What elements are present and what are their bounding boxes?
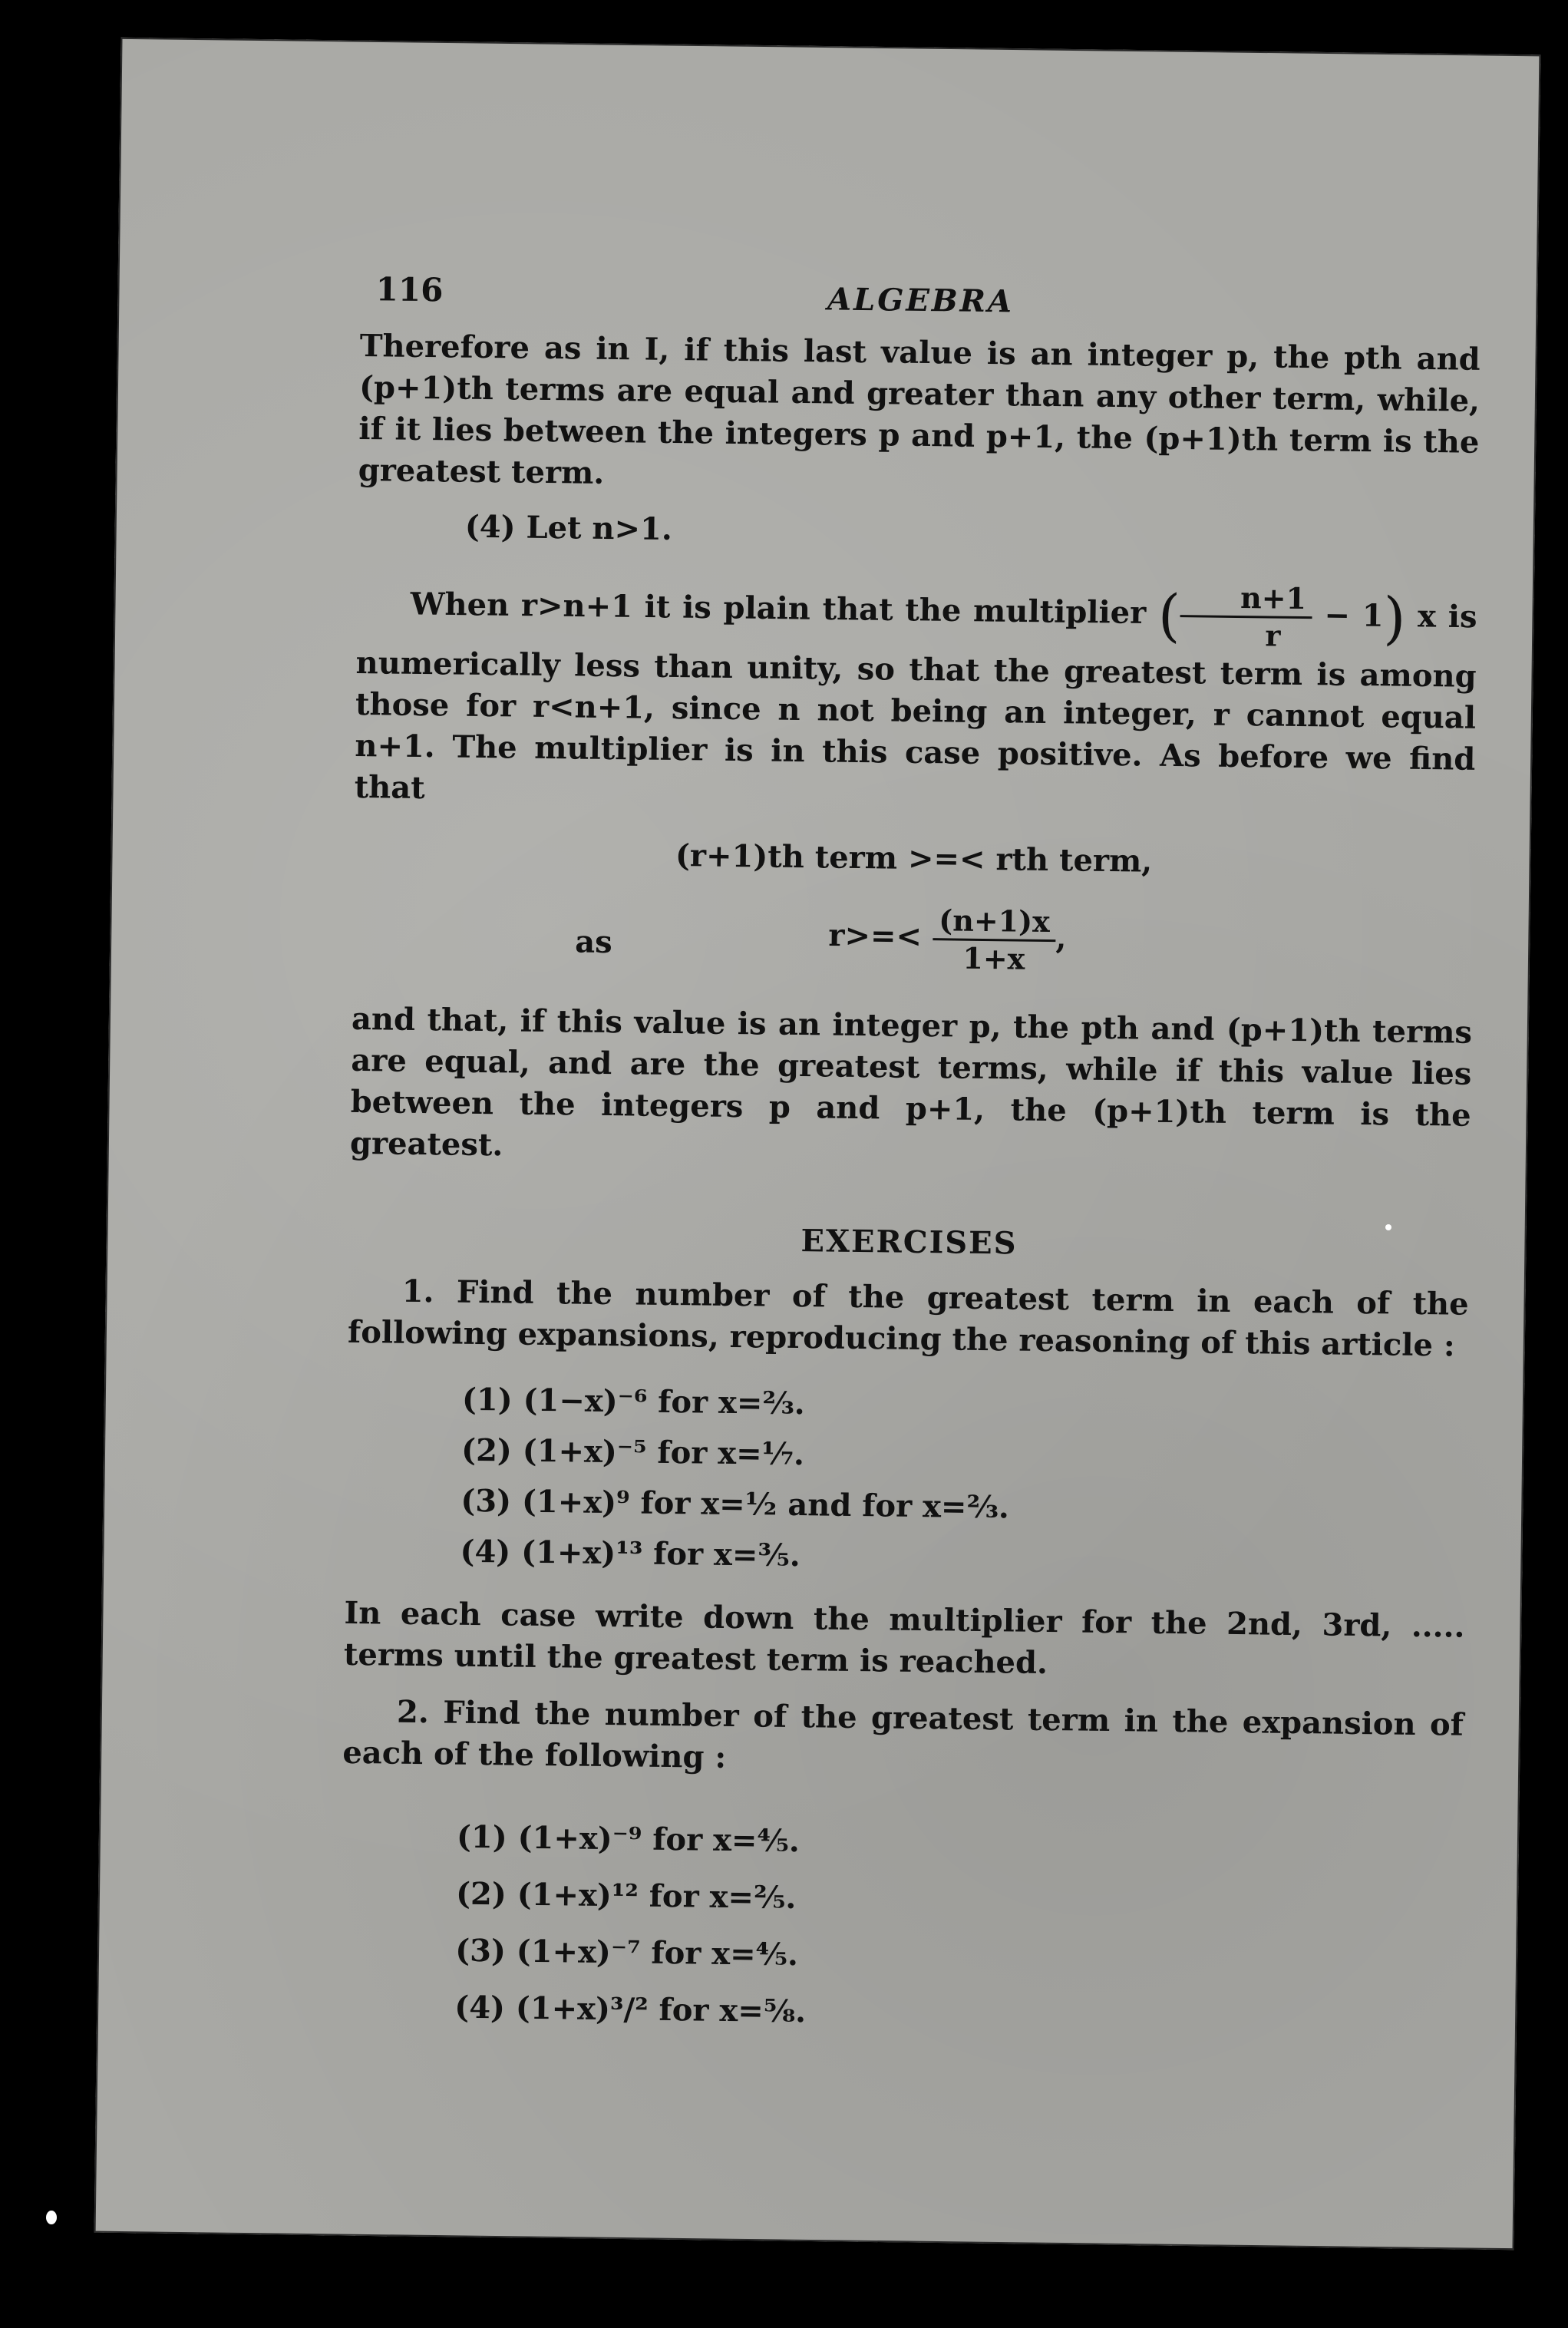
condition-fraction [932,903,1056,977]
dust-speck [46,2211,57,2224]
exercise-2-item: (2) (1+x)¹² for x=⅖. [455,1875,797,1917]
exercises-heading: EXERCISES [801,1223,1018,1262]
multiplier-fraction [1180,580,1312,654]
exercise-2-item: (4) (1+x)³/² for x=⅝. [454,1989,807,2030]
display-equation-terms: (r+1)th term >=< rth term, [675,837,1153,880]
condition-lhs: r>=< [828,917,923,955]
exercise-2-item: (3) (1+x)⁻⁷ for x=⅘. [454,1932,799,1973]
exercise-2-item: (1) (1+x)⁻⁹ for x=⅘. [456,1818,801,1860]
fraction-numerator: (n+1)x [933,903,1056,942]
multiplier-minus-one: − 1 [1324,596,1384,634]
paragraph-case4 [354,570,1477,822]
running-title: ALGEBRA [827,281,1015,320]
exercise-1-item: (1) (1−x)⁻⁶ for x=⅔. [461,1381,806,1422]
page-body [338,269,1481,2125]
fraction-numerator: n+1 [1180,580,1313,619]
paragraph-case4-conclusion: and that, if this value is an integer p, the pth and (p+1)th terms are equal, and are the greatest terms, while if this value lies between the integers p and p+1, the (p+1)th term is the greatest. [349,1000,1473,1164]
as-word: as [575,923,613,961]
exercise-2-intro: 2. Find the number of the greatest term in the expansion of each of the following : [342,1693,1464,1775]
exercise-1-list [345,1373,1467,1590]
exercise-1-intro: 1. Find the number of the greatest term in each of the following expansions, reproducing the reasoning of this article : [347,1273,1469,1364]
condition-expression [828,902,1067,978]
page-number: 116 [375,270,444,309]
exercise-1-note: In each case write down the multiplier for the 2nd, 3rd, ..... terms until the greatest term is reached. [343,1594,1465,1682]
exercise-1-item: (2) (1+x)⁻⁵ for x=⅐. [460,1431,805,1473]
open-paren: ( [1157,583,1181,649]
fraction-denominator: r [1265,618,1281,653]
case-4-label: (4) Let n>1. [464,508,673,547]
exercise-1-item: (4) (1+x)¹³ for x=⅗. [460,1533,801,1574]
multiplier-lead-text: When r>n+1 it is plain that the multiplier [410,586,1147,632]
condition-comma: , [1055,920,1067,956]
paragraph-conclusion-case3: Therefore as in I, if this last value is an integer p, the pth and (p+1)th terms are equal and greater than any other term, while, if it lies between the integers p and p+1, the (p+1)th term is the greatest term. [358,327,1481,491]
multiplier-trailing-text: x is numerically less than unity, so that the greatest term is among those for r<n+1, since n not being an integer, r cannot equal n+1. The multiplier is in this case positive. As before we find that [354,598,1477,807]
close-paren: ) [1383,585,1406,652]
exercise-1-item: (3) (1+x)⁹ for x=½ and for x=⅔. [460,1482,1010,1526]
fraction-denominator: 1+x [962,940,1025,976]
display-equation-condition [352,896,1474,994]
exercise-2-list [339,1808,1463,2049]
